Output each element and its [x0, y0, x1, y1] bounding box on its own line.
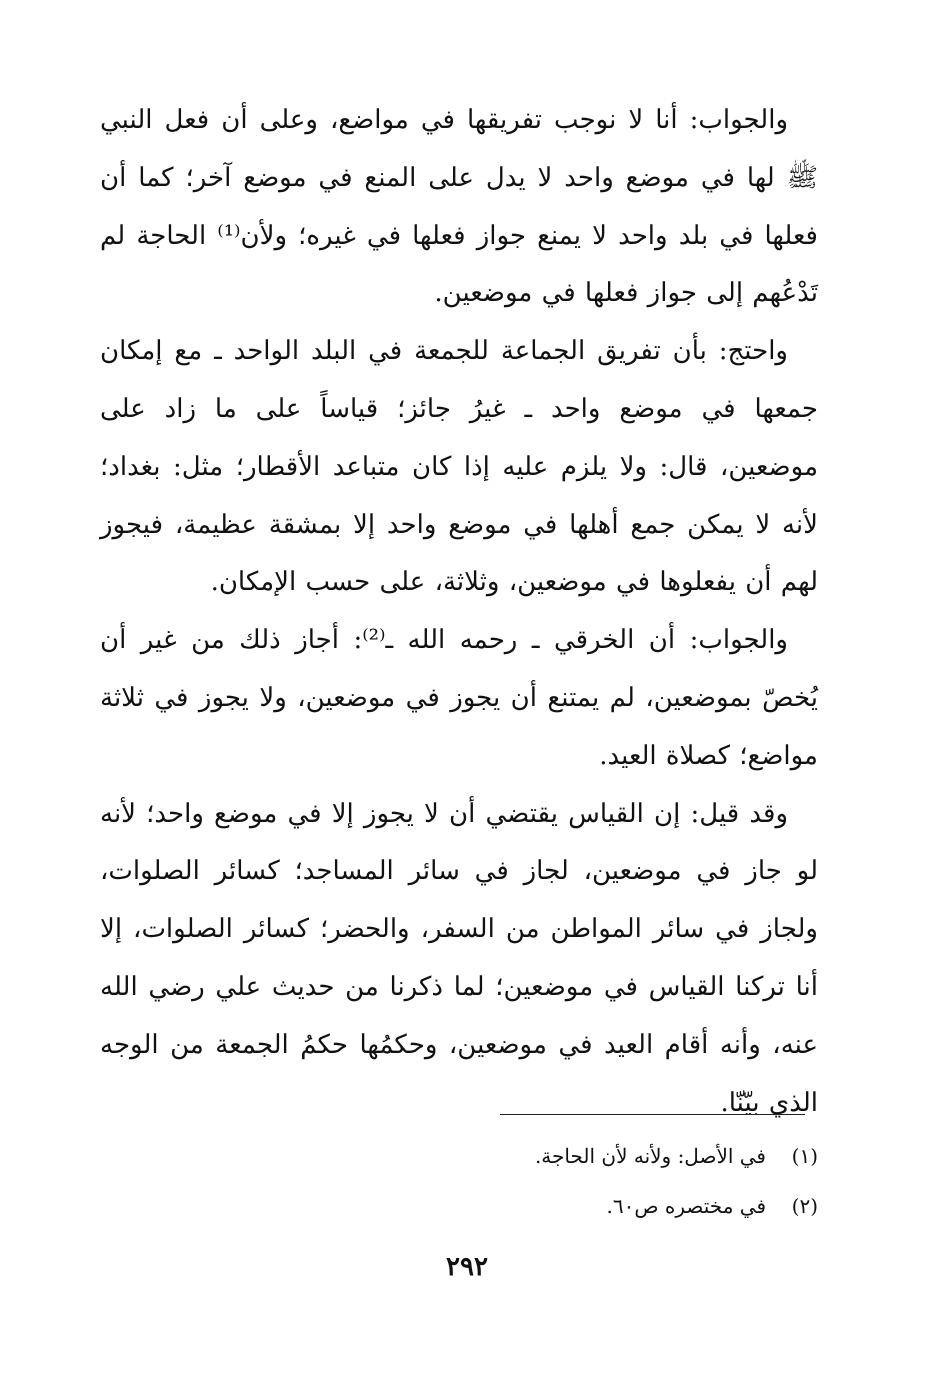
footnotes	[100, 1131, 818, 1231]
paragraph-4: وقد قيل: إن القياس يقتضي أن لا يجوز إلا في موضع واحد؛ لأنه لو جاز في موضعين، لجاز في سائر المساجد؛ كسائر الصلوات، ولجاز في سائر المواطن من السفر، والحضر؛ كسائر الصلوات، إلا أنا تركنا القياس في موضعين؛ لما ذكرنا من حديث علي رضي الله عنه، وأنه أقام العيد في موضعين، وحكمُها حكمُ الجمعة من الوجه الذي بيّنّا.	[100, 798, 818, 1118]
paragraph-3: والجواب: أن الخرقي ـ رحمه الله ـ⁽²⁾: أجاز ذلك من غير أن يُخصّ بموضعين، لم يمتنع أن يجوز في موضعين، ولا يجوز في ثلاثة مواضع؛ كصلاة العيد.	[100, 625, 818, 771]
paragraph-1: والجواب: أنا لا نوجب تفريقها في مواضع، وعلى أن فعل النبي ﷺ لها في موضع واحد لا يدل على المنع في موضع آخر؛ كما أن فعلها في بلد واحد لا يمنع جواز فعلها في غيره؛ ولأن⁽¹⁾ الحاجة لم تَدْعُهم إلى جواز فعلها في موضعين.	[100, 105, 818, 309]
footnote-1-text: في الأصل: ولأنه لأن الحاجة.	[534, 1144, 766, 1168]
main-text	[100, 92, 818, 1132]
page-number: ٢٩٢	[446, 1252, 488, 1282]
footnote-2-text: في مختصره ص٦٠.	[606, 1194, 766, 1218]
footnote-1	[100, 1131, 818, 1181]
footnote-1-number: (١)	[791, 1144, 818, 1168]
footnote-2-number: (٢)	[791, 1194, 818, 1218]
footnote-2	[100, 1181, 818, 1231]
paragraph-2: واحتج: بأن تفريق الجماعة للجمعة في البلد الواحد ـ مع إمكان جمعها في موضع واحد ـ غيرُ جائز؛ قياساً على ما زاد على موضعين، قال: ولا يلزم عليه إذا كان متباعد الأقطار؛ مثل: بغداد؛ لأنه لا يمكن جمع أهلها في موضع واحد إلا بمشقة عظيمة، فيجوز لهم أن يفعلوها في موضعين، وثلاثة، على حسب الإمكان.	[100, 336, 818, 598]
footnote-divider	[500, 1114, 805, 1115]
